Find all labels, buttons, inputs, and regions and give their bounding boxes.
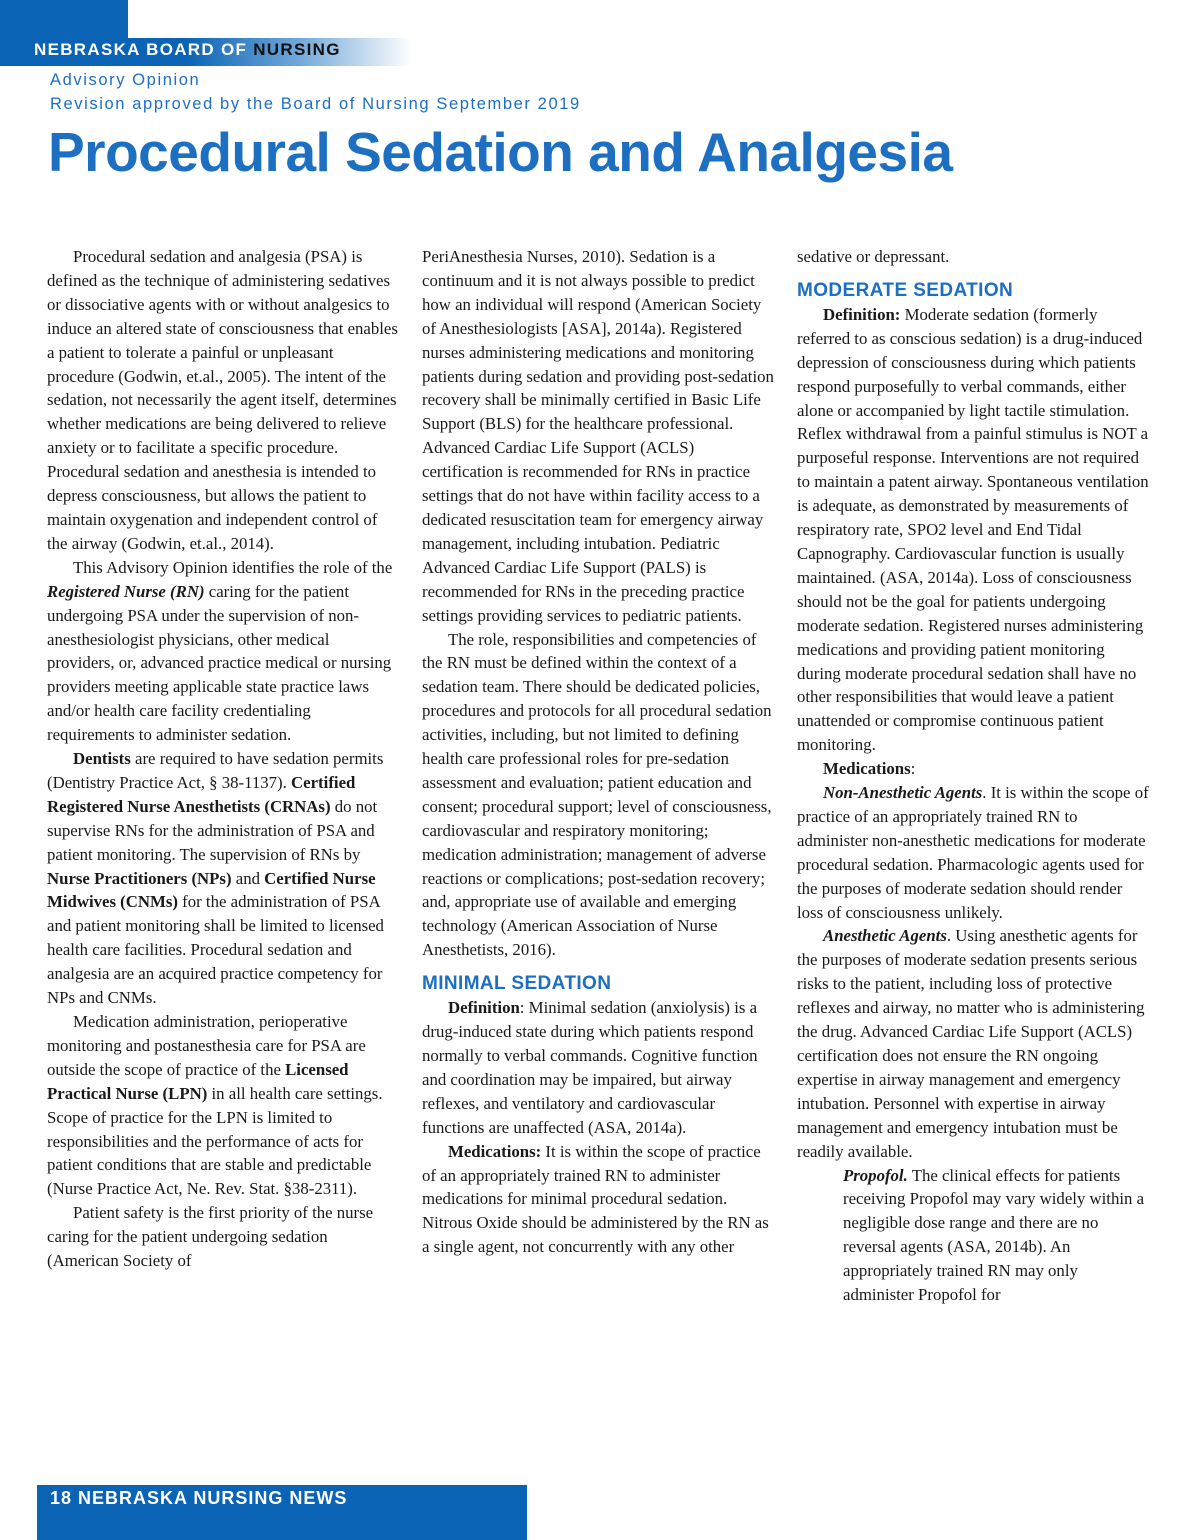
paragraph-moderate-definition: Definition: Moderate sedation (formerly referred to as conscious sedation) is a drug-induced depression of consciousness during which patients respond purposefully to verbal commands, either alone or accompanied by light tactile stimulation. Reflex withdrawal from a painful stimulus is NOT a purposeful response. Interventions are not required to maintain a patent airway. Spontaneous ventilation is adequate, as demonstrated by measurements of respiratory rate, SPO2 level and End Tidal Capnography. Cardiovascular function is usually maintained. (ASA, 2014a). Loss of consciousness should not be the goal for patients undergoing moderate sedation. Registered nurses administering medications and providing patient monitoring during moderate procedural sedation shall have no other responsibilities that would leave a patient unattended or compromise continuous patient monitoring. [797,304,1149,755]
article-title: Procedural Sedation and Analgesia [48,121,953,183]
article-column-3 [797,245,1149,1307]
paragraph-propofol: Propofol. The clinical effects for patients receiving Propofol may vary widely within a negligible dose range and there are no reversal agents (ASA, 2014b). An appropriately trained RN may only administer Propofol for [843,1165,1145,1305]
article-column-2 [422,245,774,1259]
advisory-opinion-label: Advisory Opinion [50,71,201,89]
paragraph-advisory-scope: This Advisory Opinion identifies the role of the Registered Nurse (RN) caring for the patient undergoing PSA under the supervision of non-anesthesiologist physicians, other medical providers, or, advanced practice medical or nursing providers meeting applicable state practice laws and/or health care facility credentialing requirements to administer sedation. [47,557,393,745]
paragraph-anesthetic-agents: Anesthetic Agents. Using anesthetic agents for the purposes of moderate sedation presents serious risks to the patient, including loss of protective reflexes and airway, no matter who is administering the drug. Advanced Cardiac Life Support (ACLS) certification does not ensure the RN ongoing expertise in airway management and emergency intubation. Personnel with expertise in airway management and emergency intubation must be readily available. [797,926,1145,1161]
term-np: Nurse Practitioners (NPs) [47,868,232,888]
term-dentists: Dentists [73,749,131,769]
label-medications: Medications [823,759,911,779]
paragraph-lpn-scope: Medication administration, perioperative monitoring and postanesthesia care for PSA are outside the scope of practice of the Licensed Practical Nurse (LPN) in all health care settings. Scope of practice for the LPN is limited to responsibilities and the performance of acts for patient conditions that are stable and predictable (Nurse Practice Act, Ne. Rev. Stat. §38-2311). [47,1012,383,1199]
paragraph-psa-definition: Procedural sedation and analgesia (PSA) is defined as the technique of administering sedatives or dissociative agents with or without analgesics to induce an altered state of consciousness that enables a patient to tolerate a painful or unpleasant procedure (Godwin, et.al., 2005). The intent of the sedation, not necessarily the agent itself, determines whether medications are being delivered to relieve anxiety or to facilitate a specific procedure. Procedural sedation and anesthesia is intended to depress consciousness, but allows the patient to maintain oxygenation and independent control of the airway (Godwin, et.al., 2014). [47,247,398,553]
term-lpn: Licensed Practical Nurse (LPN) [47,1059,349,1103]
label-anesthetic-agents: Anesthetic Agents [823,926,947,946]
banner-org-name: NEBRASKA BOARD OF [34,40,254,59]
header-corner-block [0,0,128,38]
publication-banner [34,39,341,61]
heading-moderate-sedation: MODERATE SEDATION [797,279,1014,301]
label-non-anesthetic-agents: Non-Anesthetic Agents [823,783,983,803]
paragraph-non-anesthetic-agents: Non-Anesthetic Agents. It is within the scope of practice of an appropriately trained RN to administer non-anesthetic medications for moderate procedural sedation. Pharmacologic agents used for the purposes of moderate sedation should render loss of consciousness unlikely. [797,783,1149,922]
paragraph-certification: PeriAnesthesia Nurses, 2010). Sedation is a continuum and it is not always possible to predict how an individual will respond (American Society of Anesthesiologists [ASA], 2014a). Registered nurses administering medications and monitoring patients during sedation and providing post-sedation recovery shall be minimally certified in Basic Life Support (BLS) for the healthcare professional. Advanced Cardiac Life Support (ACLS) certification is recommended for RNs in practice settings that do not have within facility access to a dedicated resuscitation team for emergency airway management, including intubation. Pediatric Advanced Cardiac Life Support (PALS) is recommended for RNs in the preceding practice settings providing services to pediatric patients. [422,247,774,625]
paragraph-patient-safety: Patient safety is the first priority of the nurse caring for the patient undergoing sedation (American Society of [47,1203,374,1271]
paragraph-medications-label: Medications: [823,759,916,779]
term-crna: Certified Registered Nurse Anesthetists (CRNAs) [47,772,356,816]
label-propofol: Propofol. [843,1165,908,1185]
paragraph-sedation-team: The role, responsibilities and competencies of the RN must be defined within the context of a sedation team. There should be dedicated policies, procedures and protocols for all procedural sedation activities, including, but not limited to defining health care professional roles for pre-sedation assessment and evaluation; patient education and consent; procedural support; level of consciousness, cardiovascular and respiratory monitoring; medication administration; management of adverse reactions or complications; post-sedation recovery; and, appropriate use of available and emerging technology (American Association of Nurse Anesthetists, 2016). [422,629,772,960]
article-column-1 [47,245,399,1273]
paragraph-minimal-medications: Medications: It is within the scope of practice of an appropriately trained RN to administer medications for minimal procedural sedation. Nitrous Oxide should be administered by the RN as a single agent, not concurrently with any other [422,1141,769,1257]
revision-note: Revision approved by the Board of Nursing September 2019 [50,95,581,113]
label-definition: Definition: [823,304,901,324]
heading-minimal-sedation: MINIMAL SEDATION [422,973,612,995]
term-registered-nurse: Registered Nurse (RN) [47,581,205,601]
banner-org-name-dark: NURSING [253,40,341,59]
paragraph-dentists-crna: Dentists are required to have sedation permits (Dentistry Practice Act, § 38-1137). Certified Registered Nurse Anesthetists (CRNAs) do not supervise RNs for the administration of PSA and patient monitoring. The supervision of RNs by Nurse Practitioners (NPs) and Certified Nurse Midwives (CNMs) for the administration of PSA and patient monitoring shall be limited to licensed health care facilities. Procedural sedation and analgesia are an acquired practice competency for NPs and CNMs. [47,749,384,1008]
paragraph-minimal-definition: Definition: Minimal sedation (anxiolysis) is a drug-induced state during which patients respond normally to verbal commands. Cognitive function and coordination may be impaired, but airway reflexes, and ventilatory and cardiovascular functions are unaffected (ASA, 2014a). [422,998,758,1137]
term-cnm: Certified Nurse Midwives (CNMs) [47,868,376,912]
paragraph-continuation: sedative or depressant. [797,247,950,266]
label-definition: Definition [448,998,520,1018]
footer-page-label: 18 NEBRASKA NURSING NEWS [50,1488,348,1508]
label-medications: Medications: [448,1141,542,1161]
